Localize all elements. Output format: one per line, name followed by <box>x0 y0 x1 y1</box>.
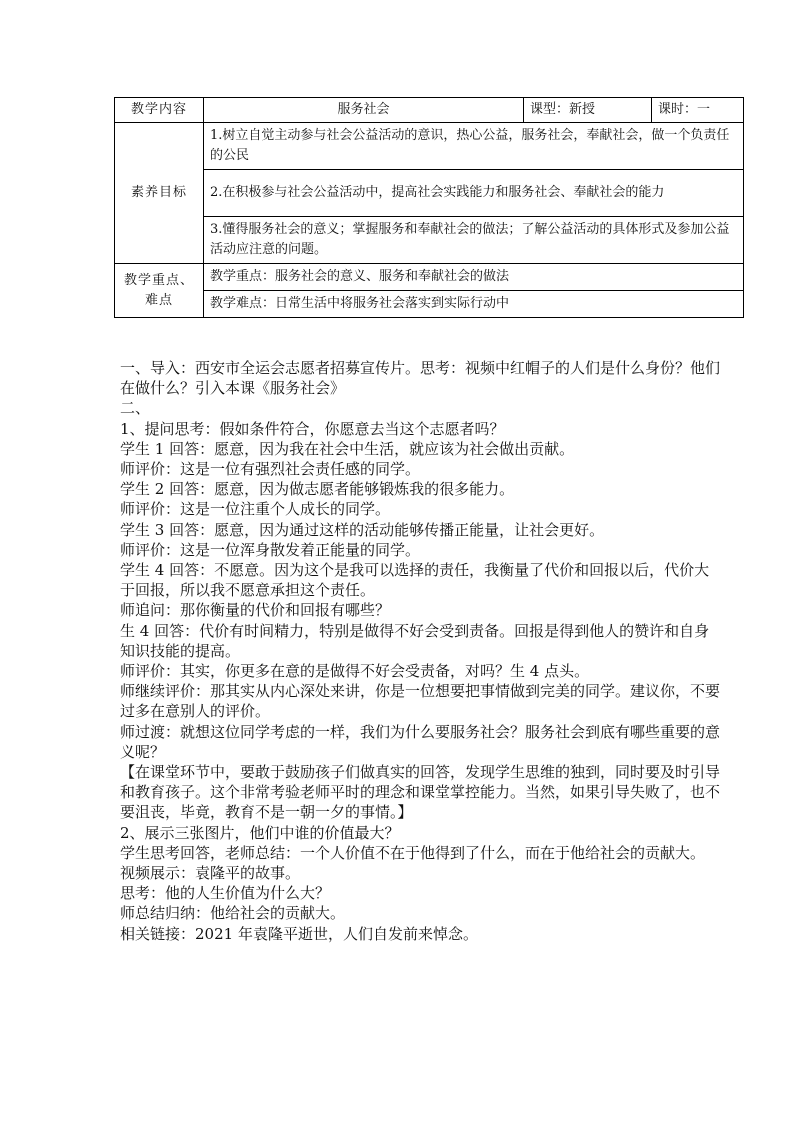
table-row <box>115 264 744 291</box>
label-key-line2: 难点 <box>144 292 173 308</box>
goal-item-1: 1.树立自觉主动参与社会公益活动的意识，热心公益，服务社会，奉献社会，做一个负责任的公民 <box>204 123 744 170</box>
paragraph: 【在课堂环节中，要敢于鼓励孩子们做真实的回答，发现学生思维的独到，同时要及时引导和教育孩子。这个非常考验老师平时的理念和课堂掌控能力。当然，如果引导失败了，也不要沮丧，毕竟，教育不是一朝一夕的事情。】 <box>120 763 721 822</box>
goal-item-3: 3.懂得服务社会的意义；掌握服务和奉献社会的做法；了解公益活动的具体形式及参加公益活动应注意的问题。 <box>204 217 744 264</box>
paragraph: 一、导入：西安市全运会志愿者招募宣传片。思考：视频中红帽子的人们是什么身份？他们在做什么？引入本课《服务社会》 <box>120 359 721 398</box>
table-row <box>115 291 744 318</box>
paragraph: 视频展示：袁隆平的故事。 <box>120 864 301 883</box>
paragraph: 师评价：其实，你更多在意的是做得不好会受责备，对吗？生 4 点头。 <box>120 662 590 681</box>
table-row <box>115 217 744 264</box>
paragraph: 师评价：这是一位有强烈社会责任感的同学。 <box>120 460 421 479</box>
paragraph: 生 4 回答：代价有时间精力，特别是做得不好会受到责备。回报是得到他人的赞许和自身知识技能的提高。 <box>120 621 710 660</box>
paragraph: 1、提问思考：假如条件符合，你愿意去当这个志愿者吗？ <box>120 419 505 438</box>
table-row <box>115 170 744 217</box>
paragraph: 相关链接：2021 年袁隆平逝世，人们自发前来悼念。 <box>120 924 478 943</box>
table-row <box>115 98 744 123</box>
lesson-periods: 课时：一 <box>652 98 744 123</box>
paragraph: 师追问：那你衡量的代价和回报有哪些？ <box>120 601 391 620</box>
paragraph: 思考：他的人生价值为什么大？ <box>120 884 331 903</box>
paragraph: 师评价：这是一位浑身散发着正能量的同学。 <box>120 540 421 559</box>
lesson-procedure-text <box>120 358 720 944</box>
paragraph: 学生思考回答，老师总结：一个人价值不在于他得到了什么，而在于他给社会的贡献大。 <box>120 843 706 862</box>
paragraph: 学生 4 回答：不愿意。因为这个是我可以选择的责任，我衡量了代价和回报以后，代价大于回报，所以我不愿意承担这个责任。 <box>120 561 710 600</box>
paragraph: 学生 2 回答：愿意，因为做志愿者能够锻炼我的很多能力。 <box>120 480 515 499</box>
paragraph: 师继续评价：那其实从内心深处来讲，你是一位想要把事情做到完美的同学。建议你，不要过多在意别人的评价。 <box>120 682 721 721</box>
key-point: 教学重点：服务社会的意义、服务和奉献社会的做法 <box>204 264 744 291</box>
paragraph: 学生 3 回答：愿意，因为通过这样的活动能够传播正能量，让社会更好。 <box>120 520 605 539</box>
paragraph: 师过渡：就想这位同学考虑的一样，我们为什么要服务社会？服务社会到底有哪些重要的意义呢？ <box>120 722 721 761</box>
lesson-topic: 服务社会 <box>204 98 524 123</box>
label-literacy-goals: 素养目标 <box>115 123 204 264</box>
lesson-type: 课型：新授 <box>524 98 652 123</box>
label-teaching-content: 教学内容 <box>115 98 204 123</box>
paragraph: 2、展示三张图片，他们中谁的价值最大？ <box>120 823 400 842</box>
paragraph: 二、 <box>120 399 151 418</box>
goal-item-2: 2.在积极参与社会公益活动中，提高社会实践能力和服务社会、奉献社会的能力 <box>204 170 744 217</box>
paragraph: 师评价：这是一位注重个人成长的同学。 <box>120 500 391 519</box>
lesson-plan-table <box>114 97 744 318</box>
label-key-line1: 教学重点、 <box>123 272 194 288</box>
paragraph: 学生 1 回答：愿意，因为我在社会中生活，就应该为社会做出贡献。 <box>120 439 575 458</box>
paragraph: 师总结归纳：他给社会的贡献大。 <box>120 904 346 923</box>
label-key-difficult <box>115 264 204 318</box>
difficult-point: 教学难点：日常生活中将服务社会落实到实际行动中 <box>204 291 744 318</box>
table-row <box>115 123 744 170</box>
